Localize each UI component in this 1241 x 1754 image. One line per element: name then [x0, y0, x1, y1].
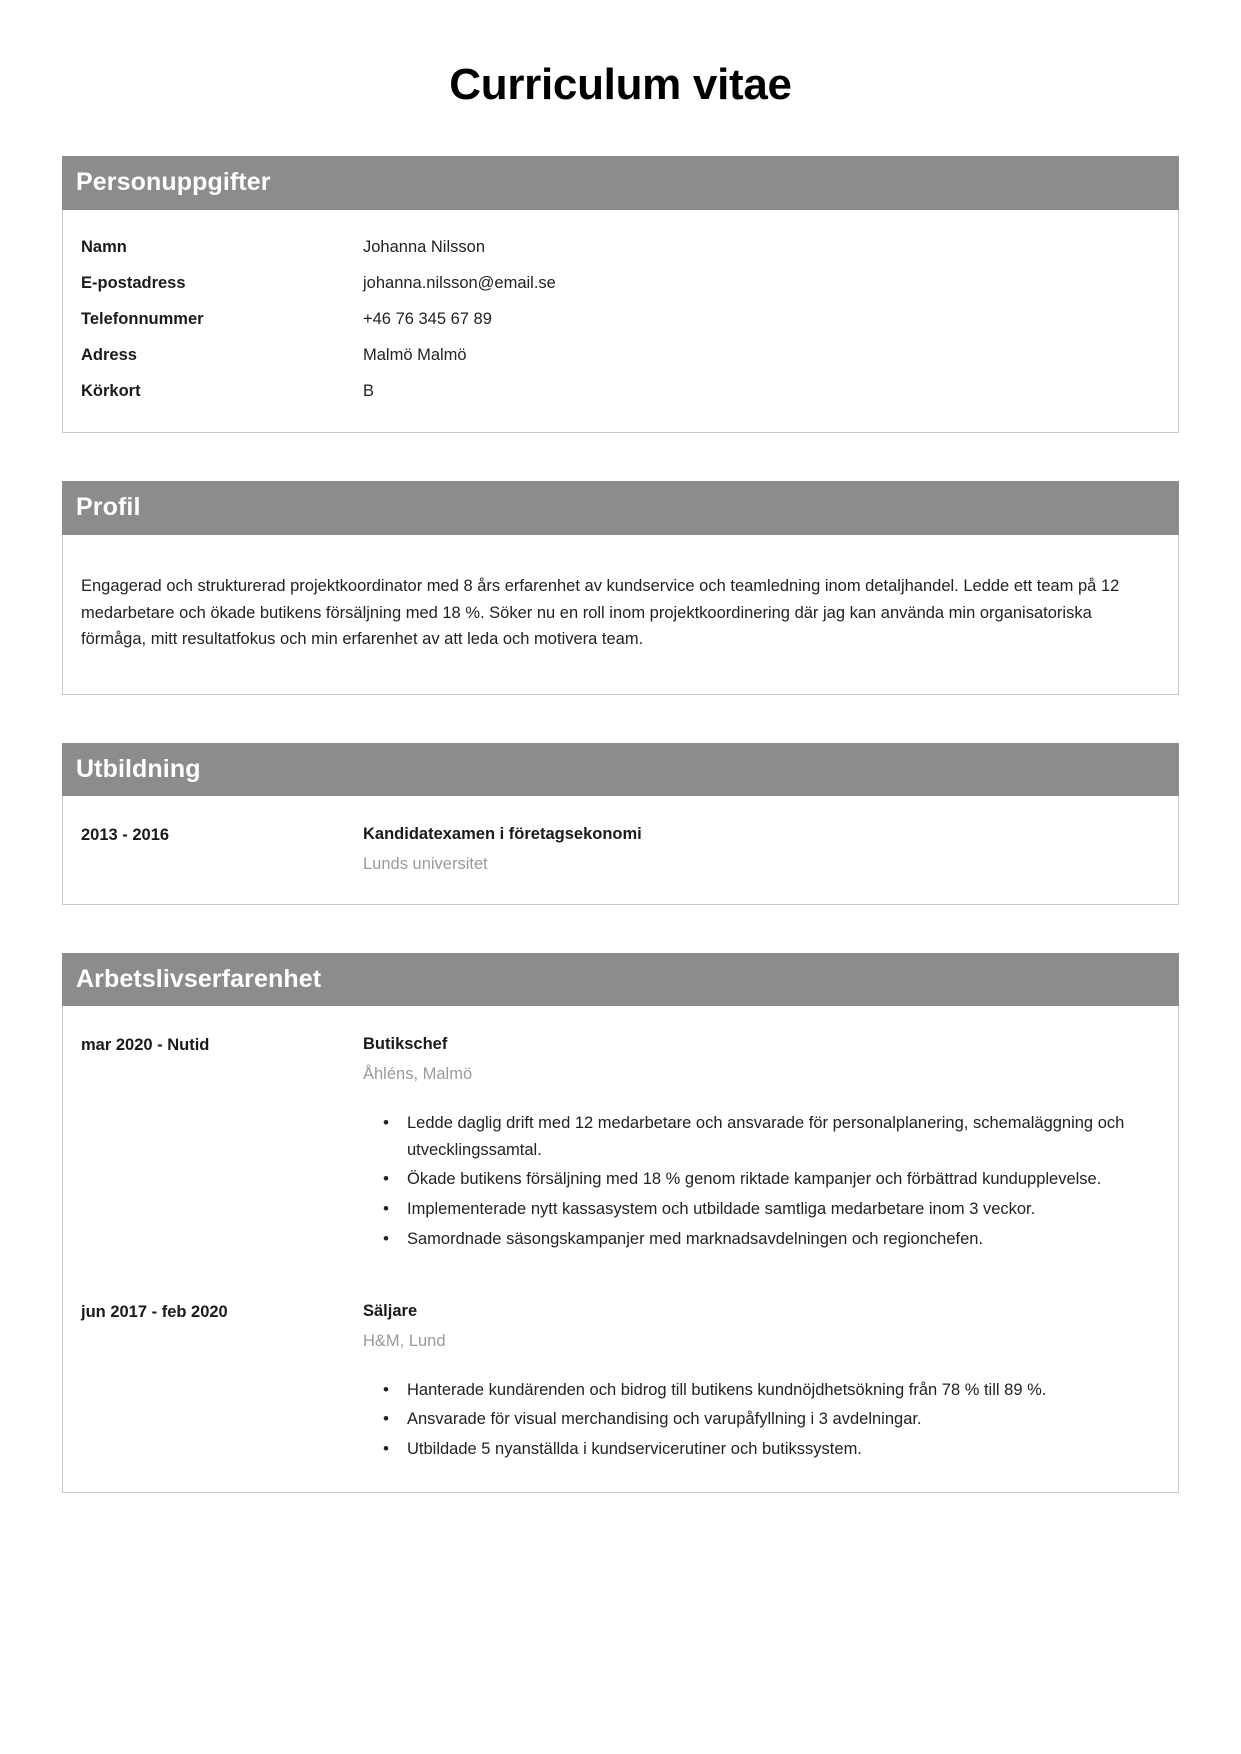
entry-period: mar 2020 - Nutid — [81, 1036, 210, 1055]
section-body-personal-details — [62, 210, 1179, 433]
section-education — [62, 743, 1179, 905]
detail-value: Johanna Nilsson — [363, 237, 485, 256]
experience-entry — [81, 1293, 1160, 1469]
detail-label: Adress — [81, 345, 137, 364]
detail-label: Namn — [81, 237, 127, 256]
section-body-education — [62, 796, 1179, 904]
list-item: • Utbildade 5 nyanställda i kundservicerutiner och butikssystem. — [405, 1436, 1160, 1463]
detail-row — [81, 302, 1160, 338]
profile-paragraph: Engagerad och strukturerad projektkoordinator med 8 års erfarenhet av kundservice och teamledning inom detaljhandel. Ledde ett team på 12 medarbetare och ökade butikens försäljning med 18 %. Söker nu en roll inom projektkoordinering där jag kan använda min organisatoriska förmåga, mitt resultatfokus och min erfarenhet av att leda och motivera team. — [81, 577, 1120, 649]
section-body-experience — [62, 1006, 1179, 1492]
detail-row — [81, 230, 1160, 266]
entry-organisation: Åhléns, Malmö — [363, 1065, 473, 1084]
section-experience — [62, 953, 1179, 1493]
page-title: Curriculum vitae — [449, 60, 792, 109]
section-header-experience: Arbetslivserfarenhet — [62, 953, 1179, 1007]
list-item: • Ökade butikens försäljning med 18 % genom riktade kampanjer och förbättrad kundupplevelse. — [405, 1166, 1160, 1193]
detail-value: Malmö Malmö — [363, 345, 467, 364]
entry-main — [363, 1299, 1160, 1465]
list-item: • Implementerade nytt kassasystem och utbildade samtliga medarbetare inom 3 veckor. — [405, 1196, 1160, 1223]
detail-label: E-postadress — [81, 273, 186, 292]
detail-label: Körkort — [81, 381, 141, 400]
entry-period: 2013 - 2016 — [81, 826, 170, 845]
entry-title: Kandidatexamen i företagsekonomi — [363, 825, 642, 844]
list-item: • Samordnade säsongskampanjer med marknadsavdelningen och regionchefen. — [405, 1226, 1160, 1253]
list-item: • Ledde daglig drift med 12 medarbetare och ansvarade för personalplanering, schemaläggning och utvecklingssamtal. — [405, 1110, 1160, 1163]
detail-label: Telefonnummer — [81, 309, 204, 328]
education-entry — [81, 816, 1160, 881]
section-header-profile: Profil — [62, 481, 1179, 535]
detail-value: johanna.nilsson@email.se — [363, 273, 556, 292]
entry-organisation: H&M, Lund — [363, 1332, 446, 1351]
entry-bullet-list — [363, 1377, 1160, 1463]
list-item: • Hanterade kundärenden och bidrog till butikens kundnöjdhetsökning från 78 % till 89 %. — [405, 1377, 1160, 1404]
detail-value: B — [363, 381, 375, 400]
section-header-education: Utbildning — [62, 743, 1179, 797]
entry-title: Säljare — [363, 1302, 418, 1321]
entry-bullet-list — [363, 1110, 1160, 1253]
entry-period: jun 2017 - feb 2020 — [81, 1303, 228, 1322]
entry-title: Butikschef — [363, 1035, 448, 1054]
list-item: • Ansvarade för visual merchandising och varupåfyllning i 3 avdelningar. — [405, 1406, 1160, 1433]
experience-entry — [81, 1026, 1160, 1259]
detail-row — [81, 374, 1160, 410]
section-profile — [62, 481, 1179, 695]
entry-organisation: Lunds universitet — [363, 855, 488, 874]
section-header-personal-details: Personuppgifter — [62, 156, 1179, 210]
section-personal-details — [62, 156, 1179, 433]
detail-row — [81, 338, 1160, 374]
detail-value: +46 76 345 67 89 — [363, 309, 492, 328]
entry-main — [363, 1032, 1160, 1255]
detail-row — [81, 266, 1160, 302]
section-body-profile — [62, 535, 1179, 695]
entry-main — [363, 822, 1160, 877]
